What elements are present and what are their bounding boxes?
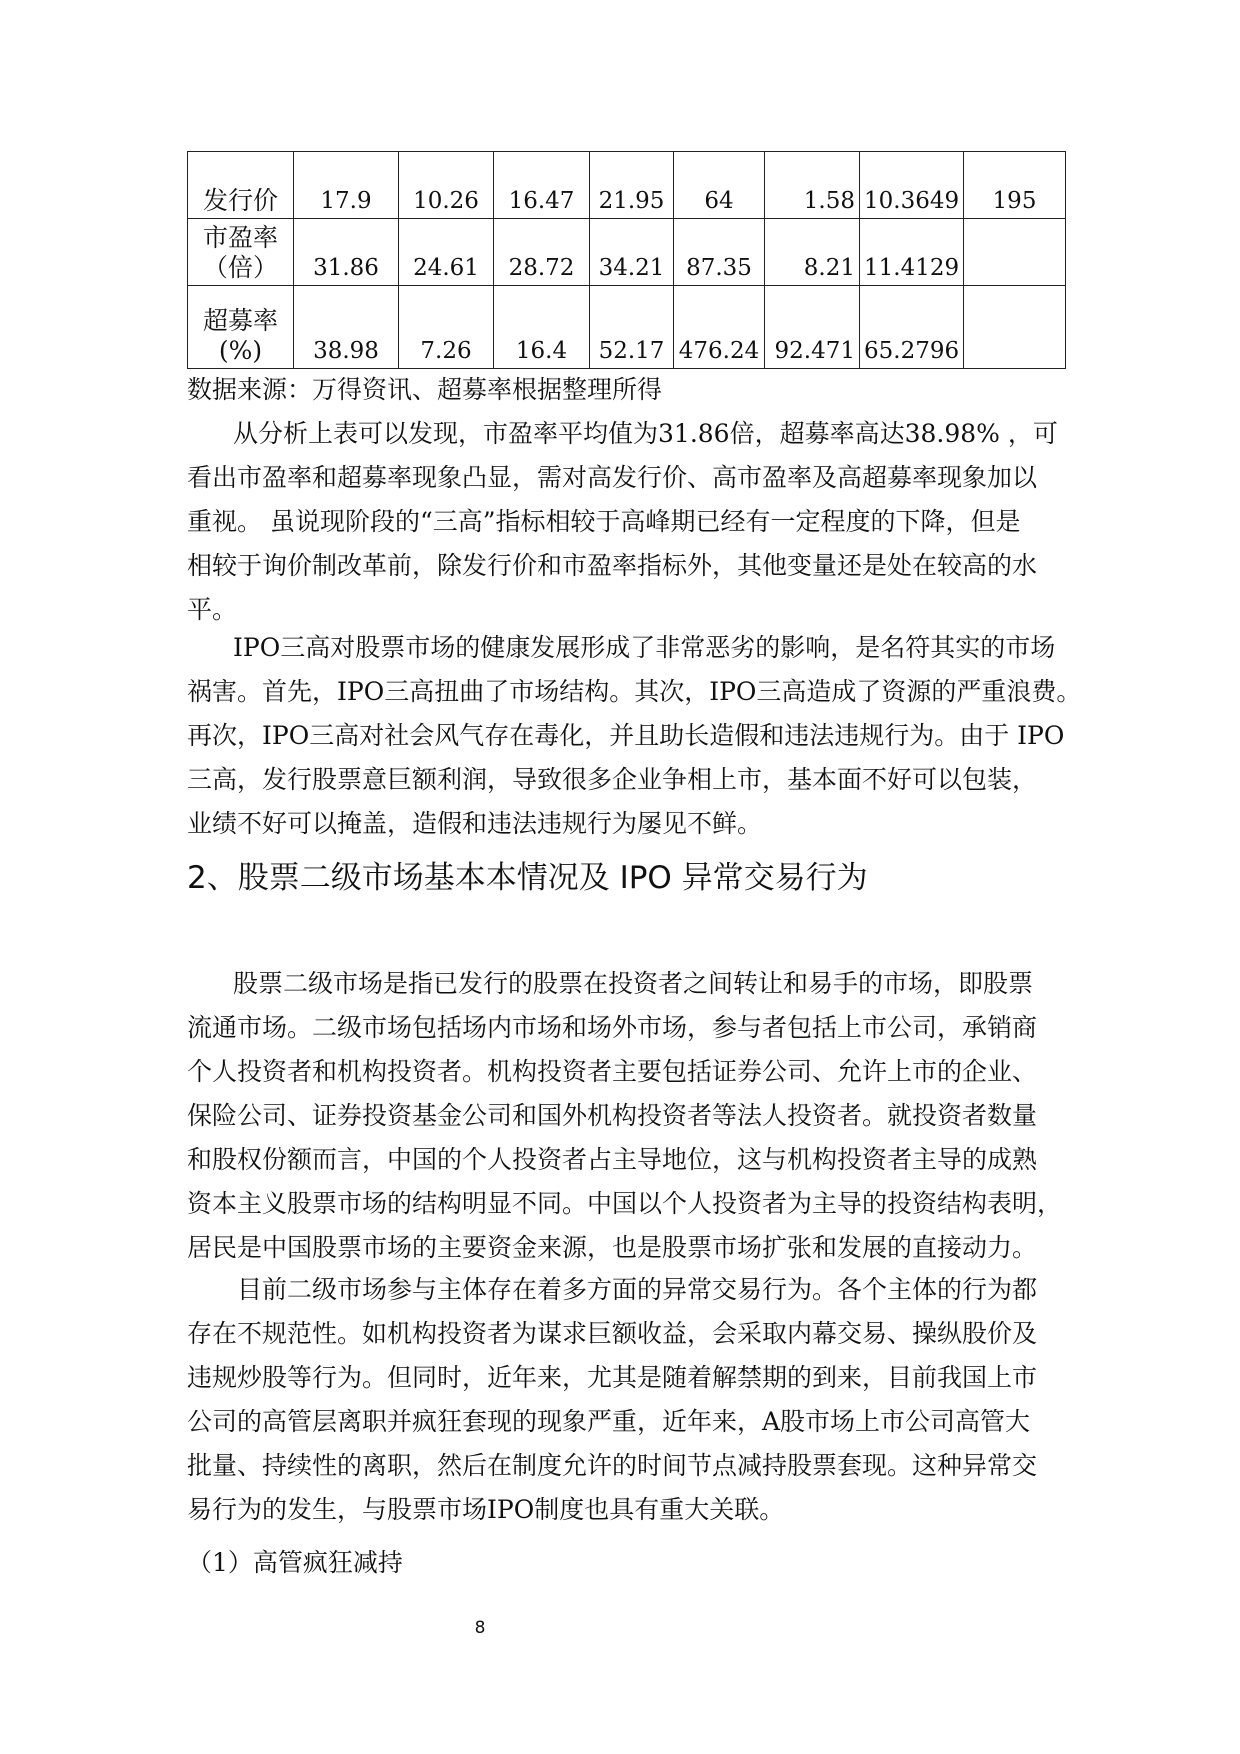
table-cell: 34.21 bbox=[590, 219, 674, 286]
section-heading: 2、股票二级市场基本本情况及 IPO 异常交易行为 bbox=[187, 860, 868, 896]
subsection-heading: （1）高管疯狂减持 bbox=[187, 1548, 403, 1577]
table-cell: 11.4129 bbox=[860, 219, 964, 286]
table-cell: 92.471 bbox=[765, 286, 860, 369]
row-header-pe-ratio: 市盈率 （倍） bbox=[188, 219, 294, 286]
text-line: 资本主义股票市场的结构明显不同。中国以个人投资者为主导的投资结构表明， bbox=[187, 1189, 1063, 1218]
text-line: 看出市盈率和超募率现象凸显，需对高发行价、高市盈率及高超募率现象加以 bbox=[187, 463, 1038, 492]
text-line: 易行为的发生，与股票市场IPO制度也具有重大关联。 bbox=[187, 1495, 785, 1524]
paragraph-analysis bbox=[187, 412, 1067, 632]
table-cell: 16.4 bbox=[494, 286, 590, 369]
text-line: 公司的高管层离职并疯狂套现的现象严重，近年来，A股市场上市公司高管大 bbox=[187, 1407, 1031, 1436]
row-header-over-raise-rate: 超募率 (%) bbox=[188, 286, 294, 369]
table-cell: 17.9 bbox=[294, 152, 399, 219]
text-line: 相较于询价制改革前，除发行价和市盈率指标外，其他变量还是处在较高的水 bbox=[187, 551, 1038, 580]
text-line: 业绩不好可以掩盖，造假和违法违规行为屡见不鲜。 bbox=[187, 809, 763, 838]
text-line: 存在不规范性。如机构投资者为谋求巨额收益，会采取内幕交易、操纵股价及 bbox=[187, 1319, 1038, 1348]
paragraph-abnormal-trading bbox=[187, 1268, 1067, 1532]
table-source-caption: 数据来源：万得资讯、超募率根据整理所得 bbox=[187, 375, 663, 404]
text-line: 平。 bbox=[187, 595, 238, 624]
text-line: 股票二级市场是指已发行的股票在投资者之间转让和易手的市场，即股票 bbox=[233, 969, 1034, 998]
row-header-issue-price: 发行价 bbox=[188, 152, 294, 219]
table-row-issue-price bbox=[188, 152, 1066, 219]
text-line: 重视。 虽说现阶段的“三高”指标相较于高峰期已经有一定程度的下降，但是 bbox=[187, 507, 1021, 536]
table-cell: 24.61 bbox=[399, 219, 494, 286]
text-line: 三高，发行股票意巨额利润，导致很多企业争相上市，基本面不好可以包装， bbox=[187, 765, 1038, 794]
text-line: 个人投资者和机构投资者。机构投资者主要包括证券公司、允许上市的企业、 bbox=[187, 1057, 1038, 1086]
table-cell: 10.26 bbox=[399, 152, 494, 219]
table-cell: 28.72 bbox=[494, 219, 590, 286]
text-line: 居民是中国股票市场的主要资金来源，也是股票市场扩张和发展的直接动力。 bbox=[187, 1233, 1038, 1262]
text-line: 流通市场。二级市场包括场内市场和场外市场，参与者包括上市公司，承销商 bbox=[187, 1013, 1038, 1042]
text-line: 目前二级市场参与主体存在着多方面的异常交易行为。各个主体的行为都 bbox=[237, 1275, 1038, 1304]
table-cell: 10.3649 bbox=[860, 152, 964, 219]
ipo-data-table bbox=[187, 151, 1066, 369]
text-line: 保险公司、证券投资基金公司和国外机构投资者等法人投资者。就投资者数量 bbox=[187, 1101, 1038, 1130]
text-line: 和股权份额而言，中国的个人投资者占主导地位，这与机构投资者主导的成熟 bbox=[187, 1145, 1038, 1174]
table-cell: 31.86 bbox=[294, 219, 399, 286]
table-row-pe-ratio bbox=[188, 219, 1066, 286]
text-line: 从分析上表可以发现，市盈率平均值为31.86倍，超募率高达38.98% ，可 bbox=[233, 419, 1058, 448]
paragraph-secondary-market bbox=[187, 962, 1067, 1270]
table-cell: 8.21 bbox=[765, 219, 860, 286]
table-cell: 195 bbox=[964, 152, 1066, 219]
table-cell: 476.24 bbox=[674, 286, 765, 369]
table-cell bbox=[964, 219, 1066, 286]
table-cell: 64 bbox=[674, 152, 765, 219]
text-line: 违规炒股等行为。但同时，近年来，尤其是随着解禁期的到来，目前我国上市 bbox=[187, 1363, 1038, 1392]
text-line: 批量、持续性的离职，然后在制度允许的时间节点减持股票套现。这种异常交 bbox=[187, 1451, 1038, 1480]
table-cell: 21.95 bbox=[590, 152, 674, 219]
table-cell: 65.2796 bbox=[860, 286, 964, 369]
text-line: 祸害。首先，IPO三高扭曲了市场结构。其次，IPO三高造成了资源的严重浪费。 bbox=[187, 677, 1082, 706]
table-row-over-raise-rate bbox=[188, 286, 1066, 369]
text-line: IPO三高对股票市场的健康发展形成了非常恶劣的影响，是名符其实的市场 bbox=[233, 633, 1056, 662]
table-cell: 52.17 bbox=[590, 286, 674, 369]
table-cell: 87.35 bbox=[674, 219, 765, 286]
table-cell bbox=[964, 286, 1066, 369]
paragraph-ipo-impact bbox=[187, 626, 1082, 846]
text-line: 再次，IPO三高对社会风气存在毒化，并且助长造假和违法违规行为。由于 IPO bbox=[187, 721, 1065, 750]
table-cell: 1.58 bbox=[765, 152, 860, 219]
page-number: 8 bbox=[474, 1618, 486, 1638]
table-cell: 38.98 bbox=[294, 286, 399, 369]
table-cell: 7.26 bbox=[399, 286, 494, 369]
table-cell: 16.47 bbox=[494, 152, 590, 219]
